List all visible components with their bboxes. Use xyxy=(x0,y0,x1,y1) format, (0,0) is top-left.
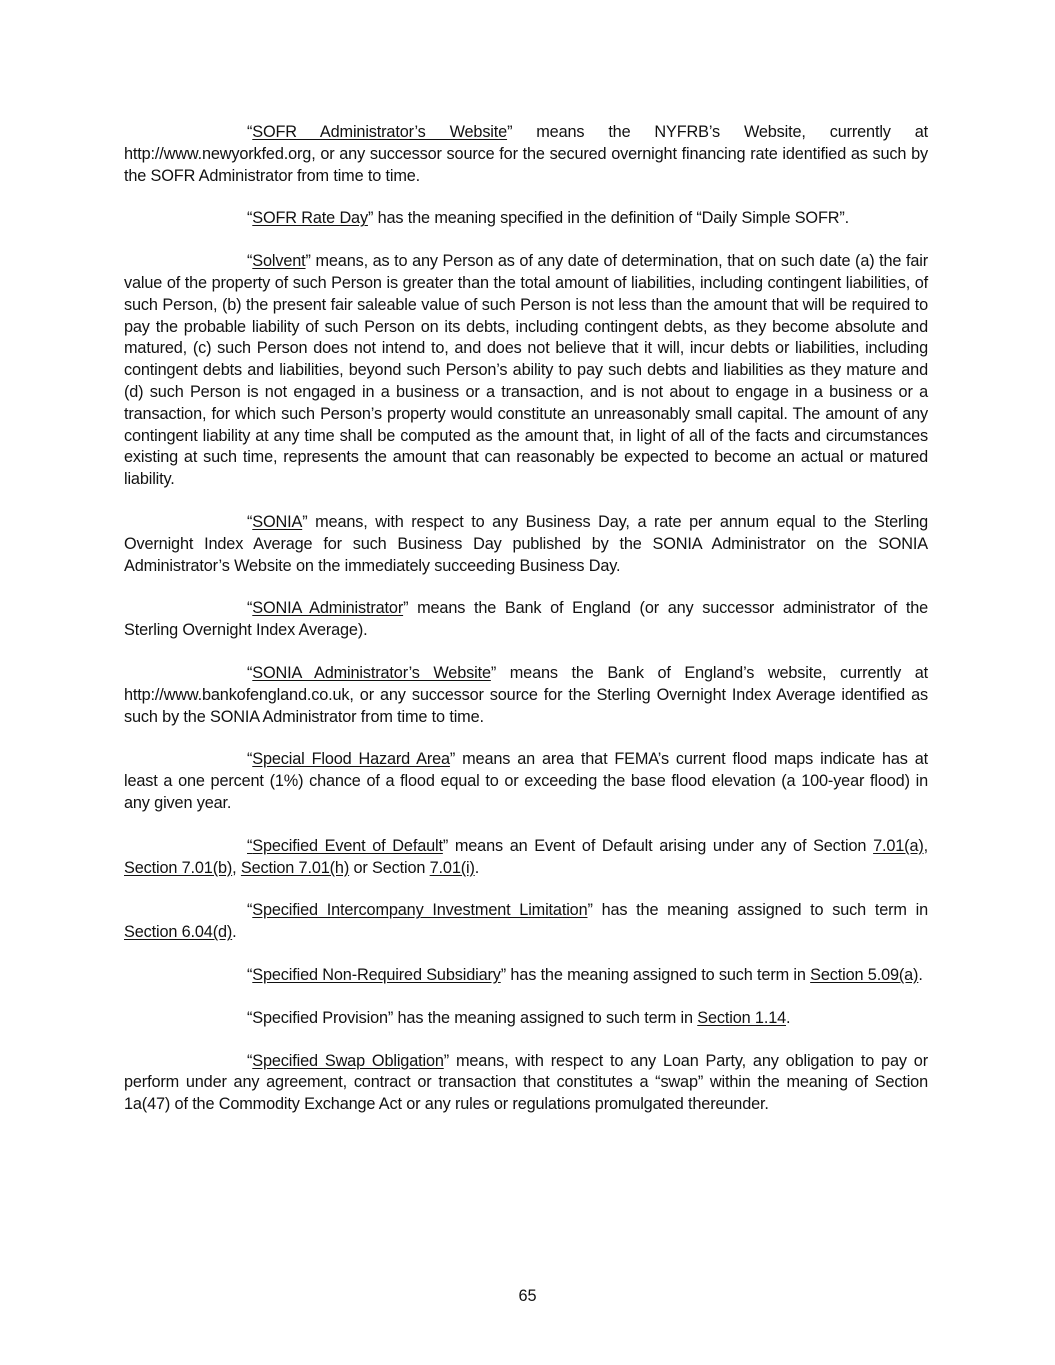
open-quote: “ xyxy=(247,252,253,271)
defined-term: Specified Non-Required Subsidiary xyxy=(252,965,501,984)
definition-solvent xyxy=(124,251,928,491)
definition-text: means an Event of Default arising under any of Section xyxy=(448,836,874,855)
open-quote: “ xyxy=(247,209,253,228)
definition-text: . xyxy=(786,1008,791,1027)
definition-text: means, with respect to any Loan Party, any obligation to pay or perform under any agreement, contract or transaction that constitutes a “swap” within the meaning of Section 1a(47) of the Commodity Exchange Act or any rules or regulations promulgated thereunder. xyxy=(124,1051,928,1114)
definition-text: has the meaning assigned to such term in xyxy=(506,965,811,984)
page-number: 65 xyxy=(518,1287,537,1305)
definition-text: or Section xyxy=(349,858,430,877)
defined-term: SONIA Administrator xyxy=(252,599,404,618)
defined-term: Specified Swap Obligation xyxy=(252,1051,444,1070)
document-body xyxy=(124,122,928,1137)
section-reference: 7.01(i) xyxy=(429,858,475,877)
open-quote: “ xyxy=(247,750,253,769)
open-quote: “ xyxy=(247,599,253,618)
definition-text: , xyxy=(232,858,241,877)
close-quote: ” xyxy=(507,123,513,141)
section-reference: Section 1.14 xyxy=(697,1008,786,1027)
defined-term: Special Flood Hazard Area xyxy=(252,750,450,769)
definition-sonia-administrators-website xyxy=(124,663,928,728)
section-reference: Section 7.01(h) xyxy=(240,858,350,877)
close-quote: ” xyxy=(367,209,374,228)
definition-sofr-rate-day xyxy=(124,208,928,230)
definition-text: means the Bank of England (or any successor administrator of the Sterling Overnight Index Average). xyxy=(124,599,928,640)
open-quote: “ xyxy=(247,836,253,855)
close-quote: ” xyxy=(490,663,497,682)
open-quote: “ xyxy=(247,965,253,984)
definition-sonia xyxy=(124,512,928,577)
definition-text: , xyxy=(923,836,928,855)
open-quote: “ xyxy=(247,123,253,141)
close-quote: ” xyxy=(403,599,409,618)
definition-text: means the NYFRB’s Website, currently at http://www.newyorkfed.org, or any successor source for the secured overnight financing rate identified as such by the SOFR Administrator from time to time. xyxy=(124,123,928,185)
open-quote: “ xyxy=(247,1051,253,1070)
definition-text: has the meaning specified in the definition of “Daily Simple SOFR”. xyxy=(373,209,849,228)
definition-specified-non-required-subsidiary xyxy=(124,965,928,987)
definition-sonia-administrator xyxy=(124,598,928,642)
section-reference: 7.01(a) xyxy=(873,836,924,855)
definition-specified-event-of-default xyxy=(124,836,928,880)
open-quote: “ xyxy=(247,901,253,920)
close-quote: ” xyxy=(500,965,507,984)
definition-text: . xyxy=(474,858,480,877)
defined-term: Specified Event of Default xyxy=(252,836,443,855)
definition-text: has the meaning assigned to such term in xyxy=(592,901,928,920)
definition-text: means, with respect to any Business Day, a rate per annum equal to the Sterling Overnight Index Average for such Business Day published by the SONIA Administrator on the SONIA Administrator’s Website on the immediately succeeding Business Day. xyxy=(124,512,928,575)
close-quote: ” xyxy=(449,750,456,769)
open-quote: “ xyxy=(247,663,253,682)
defined-term: SONIA Administrator’s Website xyxy=(252,663,491,682)
defined-term: SOFR Administrator’s Website xyxy=(252,123,508,141)
close-quote: ” xyxy=(302,512,308,531)
close-quote: ” xyxy=(443,1051,450,1070)
close-quote: ” xyxy=(587,901,593,920)
definition-text: . xyxy=(232,923,237,942)
close-quote: ” xyxy=(305,252,311,271)
section-reference: Section 5.09(a) xyxy=(810,965,919,984)
definition-special-flood-hazard-area xyxy=(124,749,928,814)
definition-specified-intercompany-investment-limitation xyxy=(124,900,928,944)
defined-term: Specified Intercompany Investment Limitation xyxy=(252,901,588,920)
section-reference: Section 6.04(d) xyxy=(124,923,233,942)
open-quote: “ xyxy=(247,512,253,531)
definition-text: means the Bank of England’s website, currently at http://www.bankofengland.co.uk, or any successor source for the Sterling Overnight Index Average identified as such by the SONIA Administrator from time to time. xyxy=(124,663,929,726)
definition-sofr-administrators-website xyxy=(124,122,928,187)
close-quote: ” xyxy=(442,836,449,855)
defined-term: SONIA xyxy=(252,512,303,531)
definition-text: means an area that FEMA’s current flood maps indicate has at least a one percent (1%) chance of a flood equal to or exceeding the base flood elevation (a 100-year flood) in any given year. xyxy=(124,750,928,812)
definition-text: . xyxy=(918,965,923,984)
defined-term: SOFR Rate Day xyxy=(252,209,368,228)
definition-text: means, as to any Person as of any date of determination, that on such date (a) the fair value of the property of such Person is greater than the total amount of liabilities, including contingent liabilities, of such Person, (b) the present fair saleable value of such Person is not less than the amount that will be required to pay the probable liability of such Person on its debts, including contingent debts, as they become absolute and matured, (c) such Person does not intend to, and does not believe that it will, incur debts or liabilities, including contingent debts and liabilities, beyond such Person’s ability to pay such debts and liabilities as they mature and (d) such Person is not engaged in a business or a transaction, and is not about to engage in a business or a transaction, for which such Person’s property would constitute an unreasonably small capital. The amount of any contingent liability at any time shall be computed as the amount that, in light of all of the facts and circumstances existing at such time, represents the amount that can reasonably be expected to become an actual or matured liability. xyxy=(124,252,928,489)
defined-term: Solvent xyxy=(252,252,306,271)
definition-specified-provision xyxy=(124,1008,928,1030)
section-reference: Section 7.01(b) xyxy=(124,858,233,877)
definition-specified-swap-obligation xyxy=(124,1051,928,1116)
definition-text: “Specified Provision” has the meaning assigned to such term in xyxy=(247,1008,698,1027)
